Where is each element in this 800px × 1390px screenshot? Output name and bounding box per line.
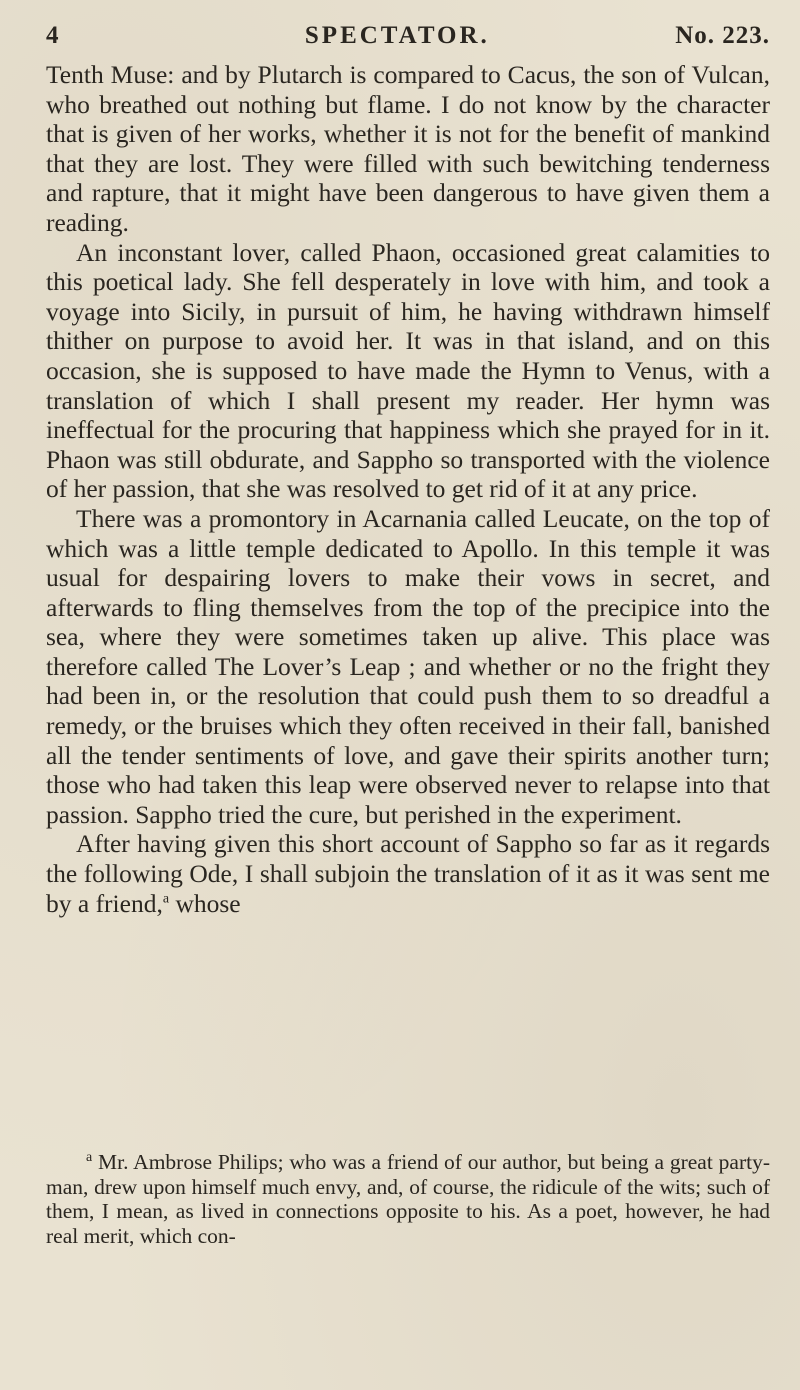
footnote-reference[interactable]: a <box>162 891 170 907</box>
footnote <box>46 1150 770 1248</box>
running-title: SPECTATOR. <box>304 22 490 49</box>
body-text <box>46 60 770 918</box>
paragraph-4-text: After having given this short account of Sappho so far as it regards the following Ode, I shall subjoin the translation of it as it was sent me by a friend, <box>46 829 770 918</box>
page-number: 4 <box>46 22 60 49</box>
footnote-mark: a <box>86 1149 93 1165</box>
paragraph-4-tail: whose <box>169 888 241 918</box>
footnote-text: Mr. Ambrose Philips; who was a friend of our author, but being a great party-man, drew upon himself much envy, and, of course, the ridicule of the wits; such of them, I mean, as lived in connections opposite to his. As a poet, however, he had real merit, which con- <box>46 1150 770 1248</box>
footnote-paragraph <box>46 1150 770 1248</box>
paragraph-4 <box>46 829 770 918</box>
issue-number: No. 223. <box>675 22 770 49</box>
paragraph-1: Tenth Muse: and by Plutarch is compared to Cacus, the son of Vulcan, who breathed out nothing but flame. I do not know by the character that is given of her works, whether it is not for the benefit of mankind that they are lost. They were filled with such bewitching tenderness and rapture, that it might have been dangerous to have given them a reading. <box>46 60 770 237</box>
running-head <box>46 22 770 58</box>
paragraph-2: An inconstant lover, called Phaon, occasioned great calamities to this poetical lady. She fell desperately in love with him, and took a voyage into Sicily, in pursuit of him, he having withdrawn himself thither on purpose to avoid her. It was in that island, and on this occasion, she is supposed to have made the Hymn to Venus, with a translation of which I shall present my reader. Her hymn was ineffectual for the procuring that happiness which she prayed for in it. Phaon was still obdurate, and Sappho so transported with the violence of her passion, that she was resolved to get rid of it at any price. <box>46 237 770 504</box>
paragraph-3: There was a promontory in Acarnania called Leucate, on the top of which was a little temple dedicated to Apollo. In this temple it was usual for despairing lovers to make their vows in secret, and afterwards to fling themselves from the top of the precipice into the sea, where they were sometimes taken up alive. This place was therefore called The Lover’s Leap ; and whether or no the fright they had been in, or the resolution that could push them to so dreadful a remedy, or the bruises which they often received in their fall, banished all the tender sentiments of love, and gave their spirits another turn; those who had taken this leap were observed never to relapse into that passion. Sappho tried the cure, but perished in the experiment. <box>46 503 770 829</box>
